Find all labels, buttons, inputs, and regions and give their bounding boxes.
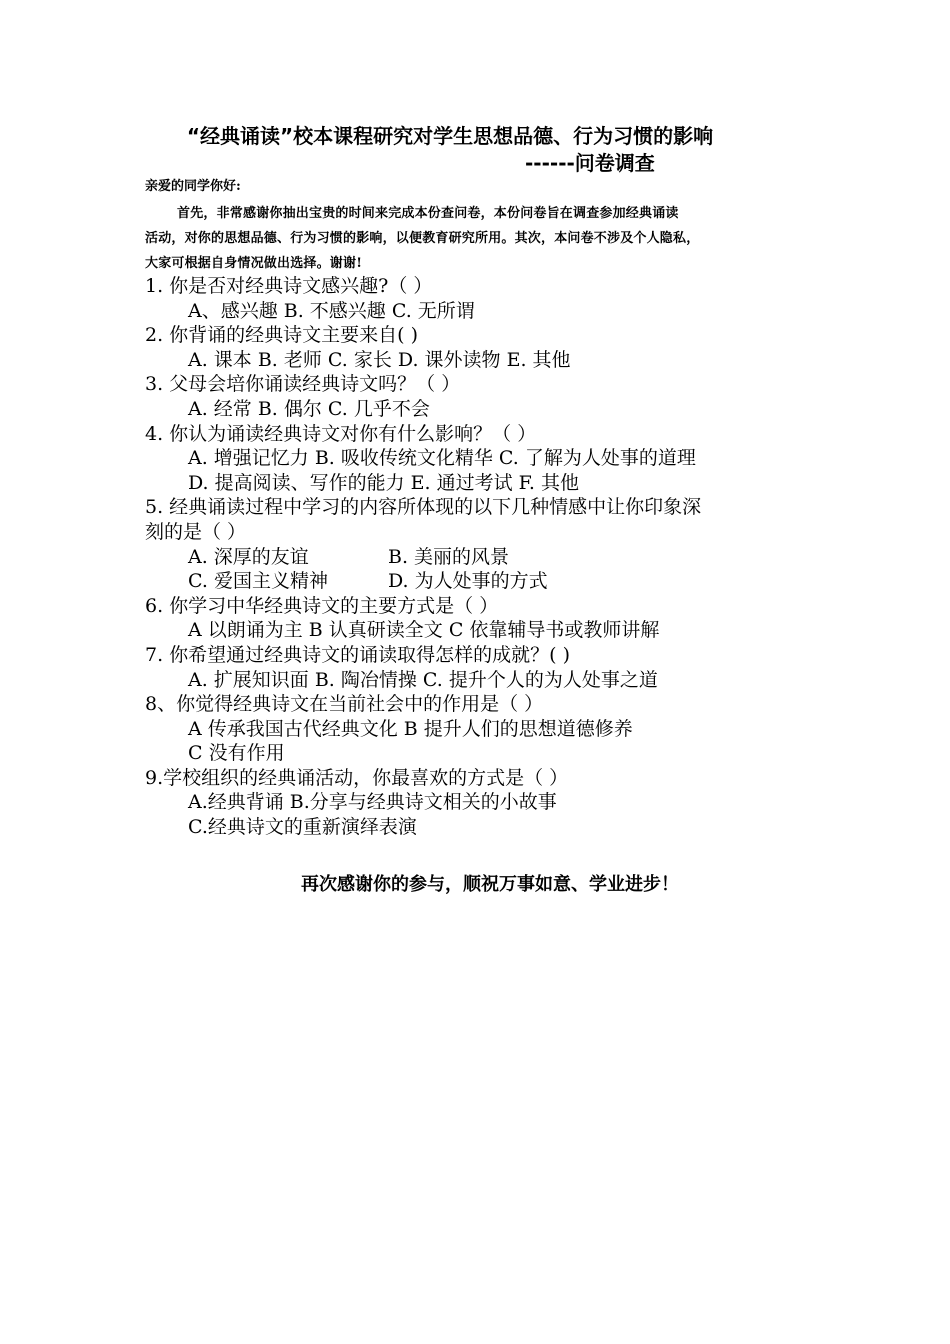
question-3: 3. 父母会培你诵读经典诗文吗？（ ）	[145, 373, 461, 396]
question-6: 6. 你学习中华经典诗文的主要方式是（ ）	[145, 594, 499, 617]
question-list	[145, 274, 815, 840]
question-4-options: D. 提高阅读、写作的能力 E. 通过考试 F. 其他	[188, 471, 579, 494]
question-5-options-row	[145, 545, 815, 570]
intro-paragraph	[145, 201, 813, 276]
question-8-options: C 没有作用	[188, 742, 285, 765]
question-2-options: A. 课本 B. 老师 C. 家长 D. 课外读物 E. 其他	[188, 348, 571, 371]
document-subtitle: ------问卷调查	[525, 151, 655, 175]
question-1: 1. 你是否对经典诗文感兴趣?（ ）	[145, 275, 433, 297]
intro-line: 首先，非常感谢你抽出宝贵的时间来完成本份查问卷，本份问卷旨在调查参加经典诵读	[177, 206, 679, 221]
option-d: D. 为人处事的方式	[388, 570, 548, 593]
question-4-options: A. 增强记忆力 B. 吸收传统文化精华 C. 了解为人处事的道理	[188, 447, 696, 470]
question-5: 5. 经典诵读过程中学习的内容所体现的以下几种情感中让你印象深	[145, 496, 702, 519]
document-title: “经典诵读”校本课程研究对学生思想品德、行为习惯的影响	[186, 124, 714, 148]
intro-line: 活动，对你的思想品德、行为习惯的影响，以便教育研究所用。其次，本问卷不涉及个人隐私，	[145, 231, 700, 246]
intro-line: 大家可根据自身情况做出选择。谢谢!	[145, 256, 363, 271]
question-2: 2. 你背诵的经典诗文主要来自( )	[145, 324, 419, 347]
option-b: B. 美丽的风景	[388, 545, 510, 568]
option-a: A. 深厚的友谊	[188, 545, 309, 568]
question-7: 7. 你希望通过经典诗文的诵读取得怎样的成就？( )	[145, 643, 571, 666]
question-9-options: A.经典背诵 B.分享与经典诗文相关的小故事	[188, 791, 557, 814]
question-5-continued: 刻的是（ ）	[145, 520, 247, 543]
greeting: 亲爱的同学你好:	[145, 179, 241, 194]
question-7-options: A. 扩展知识面 B. 陶冶情操 C. 提升个人的为人处事之道	[188, 668, 658, 691]
question-9-options: C.经典诗文的重新演绎表演	[188, 816, 417, 839]
question-4: 4. 你认为诵读经典诗文对你有什么影响？（ ）	[145, 422, 537, 445]
closing-message: 再次感谢你的参与，顺祝万事如意、学业进步！	[301, 874, 679, 895]
question-3-options: A. 经常 B. 偶尔 C. 几乎不会	[188, 397, 430, 420]
option-c: C. 爱国主义精神	[188, 570, 328, 593]
question-1-options: A、感兴趣 B. 不感兴趣 C. 无所谓	[188, 299, 475, 322]
question-8: 8、你觉得经典诗文在当前社会中的作用是（ ）	[145, 693, 544, 716]
question-6-options: A 以朗诵为主 B 认真研读全文 C 依靠辅导书或教师讲解	[188, 619, 660, 642]
question-5-options-row	[145, 569, 815, 594]
question-8-options: A 传承我国古代经典文化 B 提升人们的思想道德修养	[188, 717, 633, 740]
question-9: 9.学校组织的经典诵活动，你最喜欢的方式是（ ）	[145, 766, 569, 789]
